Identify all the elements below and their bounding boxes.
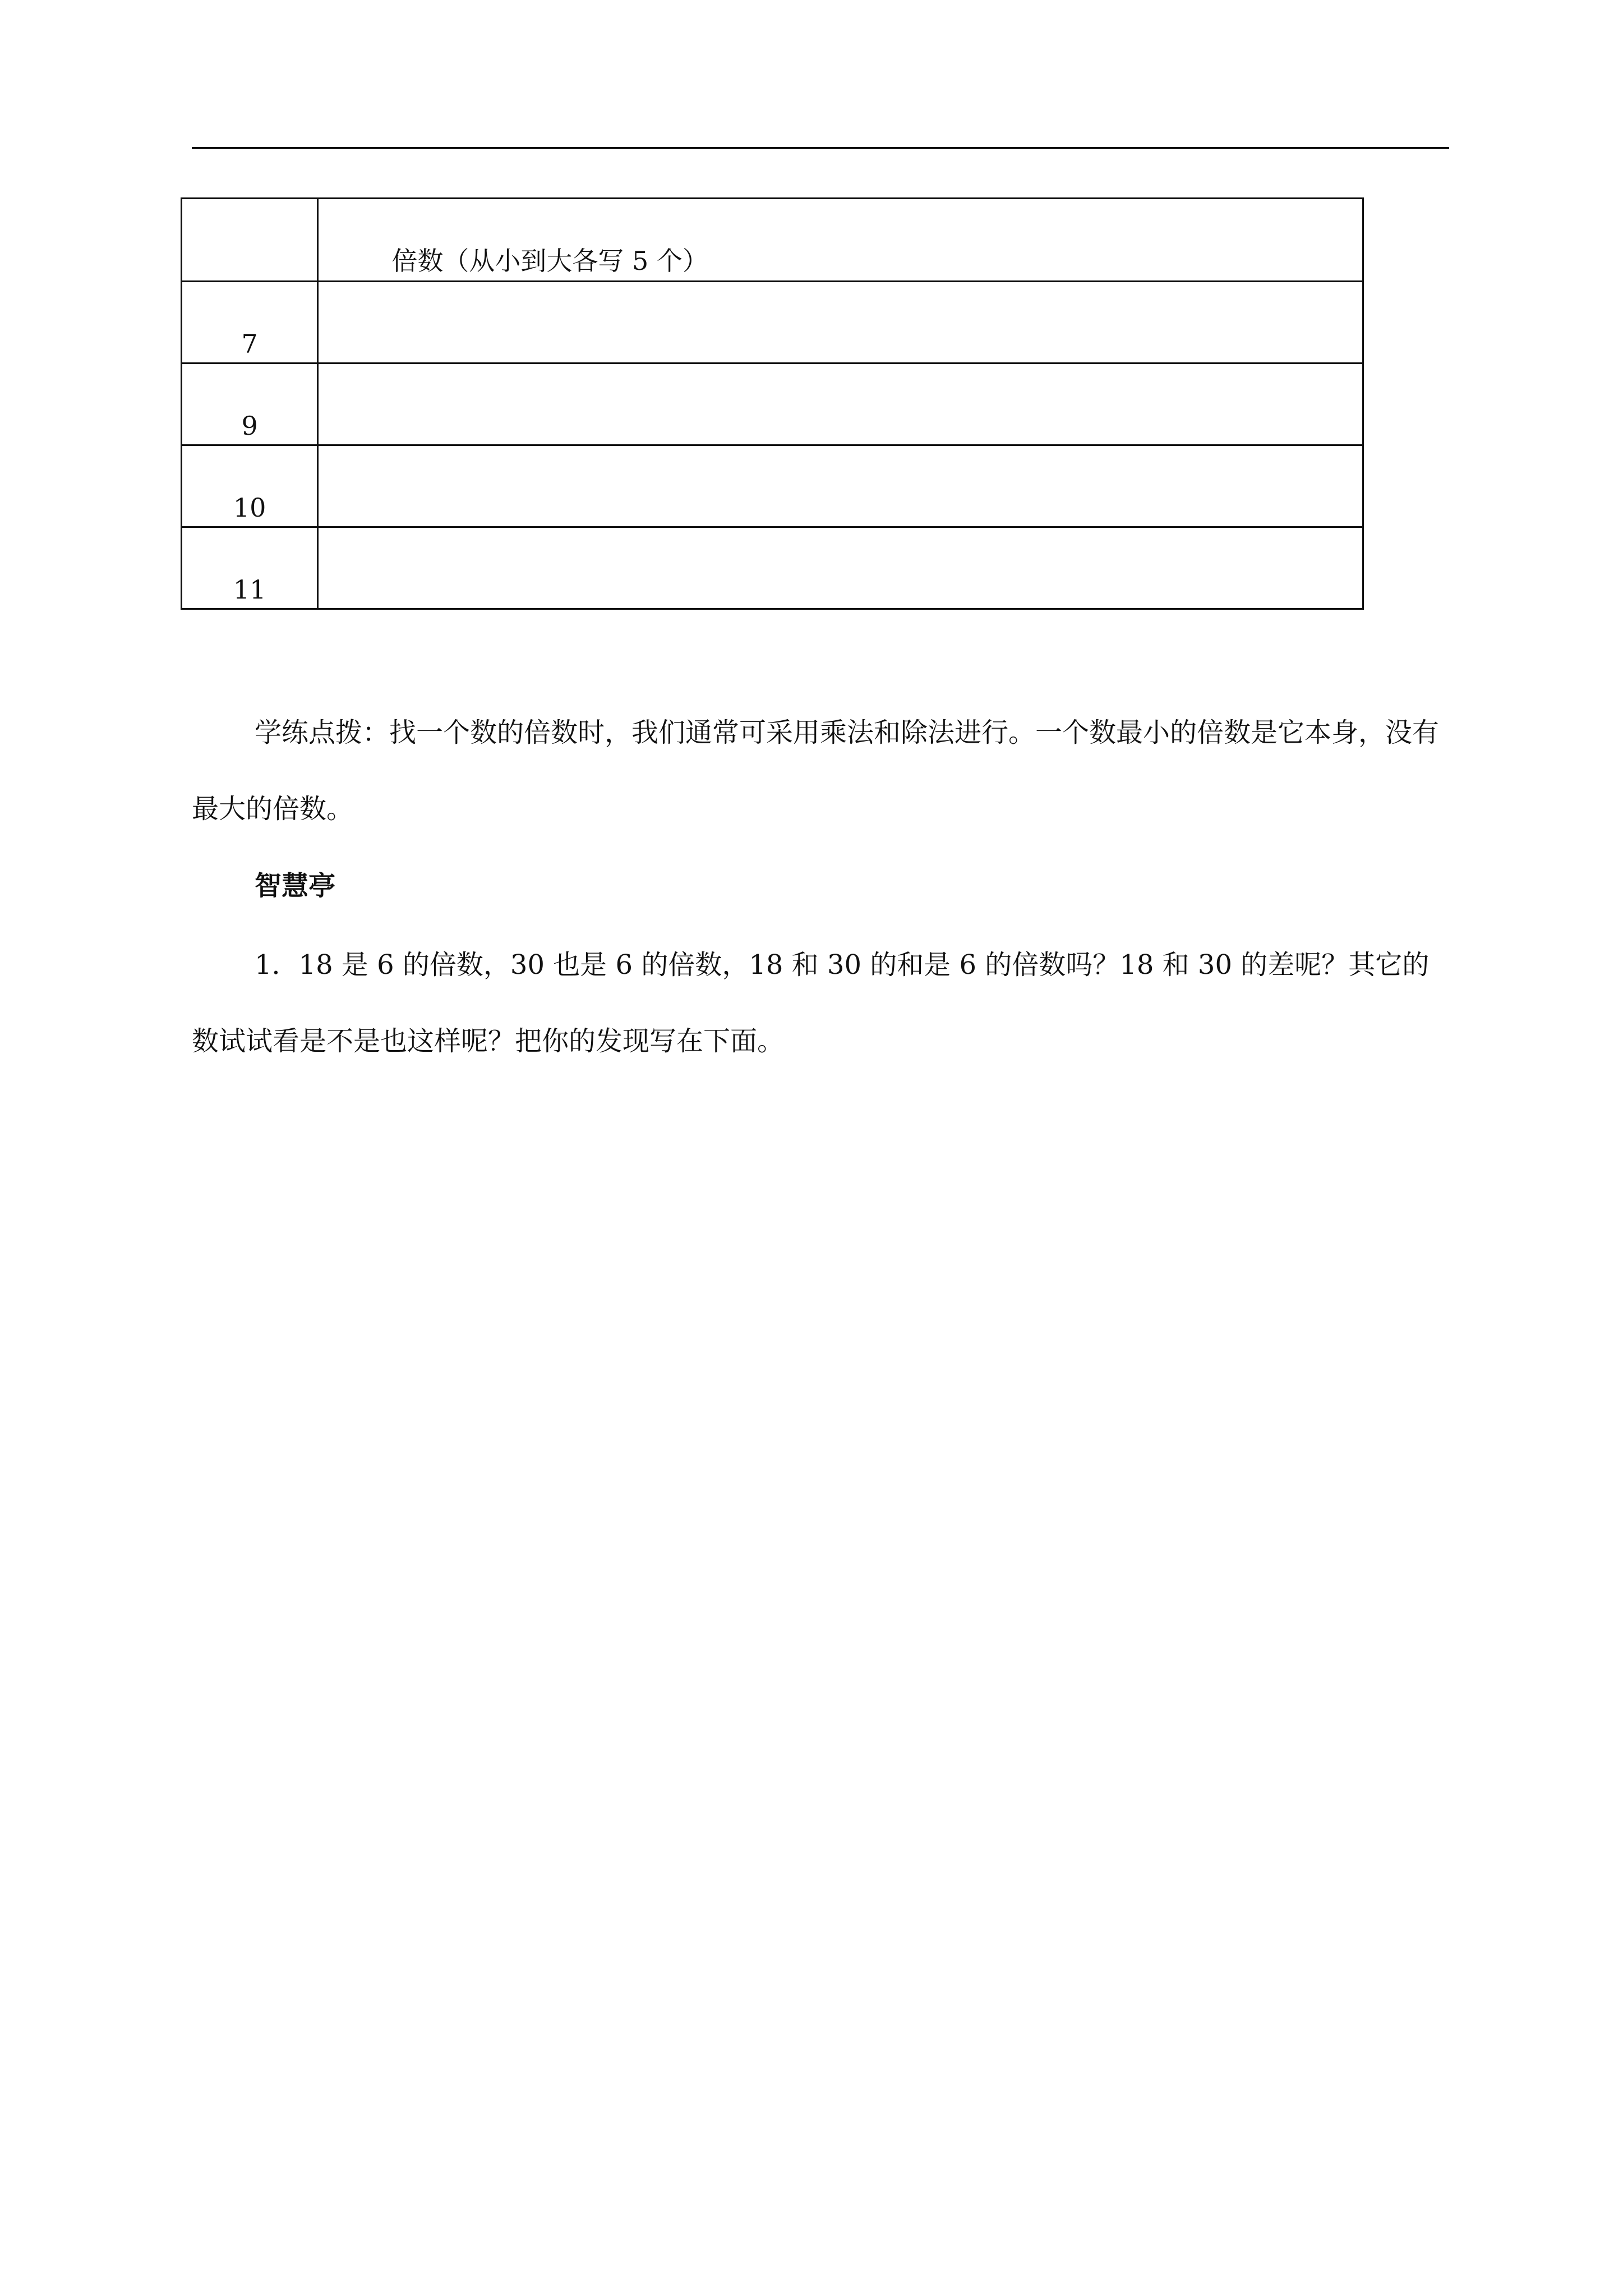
row-multiples-answer-cell xyxy=(318,364,1363,445)
section-title: 智慧亭 xyxy=(255,870,336,901)
row-multiples-answer-cell xyxy=(318,282,1363,364)
row-number-cell: 7 xyxy=(182,282,318,364)
multiples-table xyxy=(181,197,1364,610)
row-multiples-answer-cell xyxy=(318,527,1363,609)
row-multiples-answer-cell xyxy=(318,445,1363,527)
table-header-multiples-cell: 倍数（从小到大各写 5 个） xyxy=(318,199,1363,282)
table-row xyxy=(182,527,1363,609)
study-tip-paragraph: 学练点拨：找一个数的倍数时，我们通常可采用乘法和除法进行。一个数最小的倍数是它本身，没有最大的倍数。 xyxy=(192,717,1440,825)
table-row xyxy=(182,282,1363,364)
row-number-cell: 11 xyxy=(182,527,318,609)
table-header-number-cell xyxy=(182,199,318,282)
row-number-cell: 10 xyxy=(182,445,318,527)
question-1-paragraph: 1．18 是 6 的倍数，30 也是 6 的倍数，18 和 30 的和是 6 的倍数吗？18 和 30 的差呢？其它的数试试看是不是也这样呢？把你的发现写在下面。 xyxy=(192,949,1430,1057)
table-row xyxy=(182,445,1363,527)
row-number-cell: 9 xyxy=(182,364,318,445)
table-header-row xyxy=(182,199,1363,282)
header-rule xyxy=(192,147,1449,149)
table-row xyxy=(182,364,1363,445)
